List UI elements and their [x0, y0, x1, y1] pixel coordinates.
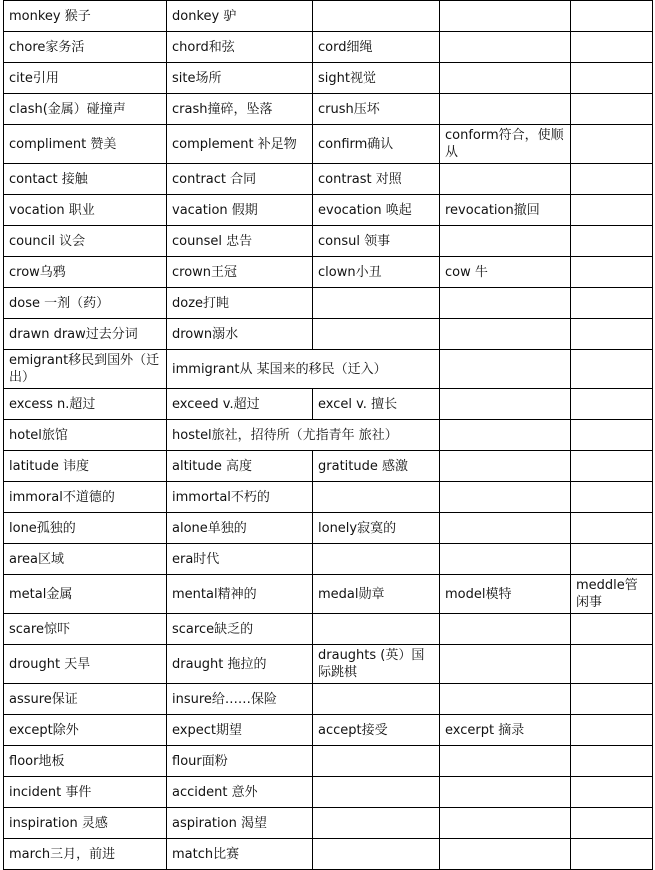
- table-row: [4, 350, 653, 389]
- table-cell: [440, 777, 571, 808]
- table-row: [4, 575, 653, 614]
- table-cell: [440, 513, 571, 544]
- table-row: [4, 257, 653, 288]
- table-cell: [571, 839, 653, 870]
- table-cell: era时代: [167, 544, 313, 575]
- table-cell: draught 拖拉的: [167, 645, 313, 684]
- table-cell: cord细绳: [313, 32, 440, 63]
- table-cell: scarce缺乏的: [167, 614, 313, 645]
- table-cell: [313, 777, 440, 808]
- table-cell: [571, 389, 653, 420]
- table-row: [4, 94, 653, 125]
- table-cell: cow 牛: [440, 257, 571, 288]
- table-cell: [440, 288, 571, 319]
- table-cell: insure给……保险: [167, 684, 313, 715]
- table-cell: [440, 420, 571, 451]
- table-cell: [571, 257, 653, 288]
- table-cell: alone单独的: [167, 513, 313, 544]
- table-cell: monkey 猴子: [4, 1, 167, 32]
- table-cell: [571, 808, 653, 839]
- table-row: [4, 684, 653, 715]
- table-cell: [571, 777, 653, 808]
- table-cell: [571, 125, 653, 164]
- table-cell: cite引用: [4, 63, 167, 94]
- table-cell: contrast 对照: [313, 164, 440, 195]
- table-cell: chore家务活: [4, 32, 167, 63]
- table-cell: altitude 高度: [167, 451, 313, 482]
- table-cell: [571, 288, 653, 319]
- table-cell: drown溺水: [167, 319, 313, 350]
- table-row: [4, 125, 653, 164]
- table-cell: metal金属: [4, 575, 167, 614]
- table-cell: drawn draw过去分词: [4, 319, 167, 350]
- table-cell: scare惊吓: [4, 614, 167, 645]
- table-cell: excerpt 摘录: [440, 715, 571, 746]
- table-row: [4, 420, 653, 451]
- table-cell: hostel旅社，招待所（尤指青年 旅社）: [167, 420, 440, 451]
- table-cell: [440, 482, 571, 513]
- table-cell: [313, 746, 440, 777]
- table-cell: hotel旅馆: [4, 420, 167, 451]
- table-cell: [313, 544, 440, 575]
- table-cell: [571, 544, 653, 575]
- table-cell: exceed v.超过: [167, 389, 313, 420]
- table-row: [4, 808, 653, 839]
- table-cell: draughts (英）国际跳棋: [313, 645, 440, 684]
- table-cell: [440, 63, 571, 94]
- table-row: [4, 451, 653, 482]
- table-cell: meddle管闲事: [571, 575, 653, 614]
- table-cell: inspiration 灵感: [4, 808, 167, 839]
- table-cell: expect期望: [167, 715, 313, 746]
- table-cell: immoral不道德的: [4, 482, 167, 513]
- table-cell: accept接受: [313, 715, 440, 746]
- table-cell: [440, 839, 571, 870]
- table-row: [4, 777, 653, 808]
- table-cell: [571, 319, 653, 350]
- table-cell: [440, 614, 571, 645]
- table-cell: [571, 513, 653, 544]
- table-cell: evocation 唤起: [313, 195, 440, 226]
- table-row: [4, 226, 653, 257]
- table-cell: [440, 94, 571, 125]
- table-cell: dose 一剂（药）: [4, 288, 167, 319]
- table-row: [4, 288, 653, 319]
- table-cell: [313, 684, 440, 715]
- table-cell: clown小丑: [313, 257, 440, 288]
- table-cell: revocation撤回: [440, 195, 571, 226]
- table-cell: latitude 讳度: [4, 451, 167, 482]
- table-cell: vocation 职业: [4, 195, 167, 226]
- table-cell: contact 接触: [4, 164, 167, 195]
- table-cell: [440, 544, 571, 575]
- table-cell: complement 补足物: [167, 125, 313, 164]
- table-cell: doze打盹: [167, 288, 313, 319]
- table-cell: [313, 1, 440, 32]
- table-cell: [440, 645, 571, 684]
- table-cell: lonely寂寞的: [313, 513, 440, 544]
- table-row: [4, 164, 653, 195]
- table-cell: [571, 32, 653, 63]
- table-cell: drought 天旱: [4, 645, 167, 684]
- table-body: [4, 1, 653, 870]
- table-cell: [571, 684, 653, 715]
- table-cell: immortal不朽的: [167, 482, 313, 513]
- table-cell: vacation 假期: [167, 195, 313, 226]
- table-cell: assure保证: [4, 684, 167, 715]
- table-row: [4, 1, 653, 32]
- table-cell: model模特: [440, 575, 571, 614]
- table-cell: [440, 451, 571, 482]
- table-cell: immigrant从 某国来的移民（迁入）: [167, 350, 440, 389]
- table-cell: crush压坏: [313, 94, 440, 125]
- table-cell: [571, 645, 653, 684]
- table-cell: accident 意外: [167, 777, 313, 808]
- table-row: [4, 63, 653, 94]
- table-cell: [440, 1, 571, 32]
- table-cell: [571, 63, 653, 94]
- table-row: [4, 645, 653, 684]
- table-cell: incident 事件: [4, 777, 167, 808]
- table-cell: [440, 164, 571, 195]
- table-cell: [571, 746, 653, 777]
- table-cell: floor地板: [4, 746, 167, 777]
- table-cell: mental精神的: [167, 575, 313, 614]
- table-cell: flour面粉: [167, 746, 313, 777]
- table-cell: site场所: [167, 63, 313, 94]
- table-cell: crown王冠: [167, 257, 313, 288]
- table-cell: [571, 715, 653, 746]
- table-cell: excess n.超过: [4, 389, 167, 420]
- table-row: [4, 544, 653, 575]
- table-cell: [440, 32, 571, 63]
- table-cell: [440, 746, 571, 777]
- table-cell: lone孤独的: [4, 513, 167, 544]
- table-cell: confirm确认: [313, 125, 440, 164]
- table-cell: [440, 389, 571, 420]
- table-cell: emigrant移民到国外（迁出）: [4, 350, 167, 389]
- table-cell: [440, 684, 571, 715]
- table-cell: [440, 226, 571, 257]
- table-row: [4, 389, 653, 420]
- table-cell: [571, 164, 653, 195]
- table-cell: [440, 350, 571, 389]
- table-row: [4, 839, 653, 870]
- table-cell: donkey 驴: [167, 1, 313, 32]
- table-row: [4, 746, 653, 777]
- table-cell: [313, 839, 440, 870]
- table-cell: chord和弦: [167, 32, 313, 63]
- table-row: [4, 319, 653, 350]
- table-cell: area区域: [4, 544, 167, 575]
- table-row: [4, 715, 653, 746]
- table-cell: [571, 482, 653, 513]
- table-cell: contract 合同: [167, 164, 313, 195]
- table-row: [4, 195, 653, 226]
- table-cell: [571, 614, 653, 645]
- table-cell: [313, 808, 440, 839]
- table-row: [4, 513, 653, 544]
- table-row: [4, 482, 653, 513]
- table-cell: medal勋章: [313, 575, 440, 614]
- table-cell: counsel 忠告: [167, 226, 313, 257]
- table-cell: march三月，前进: [4, 839, 167, 870]
- table-cell: council 议会: [4, 226, 167, 257]
- table-cell: match比赛: [167, 839, 313, 870]
- table-cell: [571, 94, 653, 125]
- table-row: [4, 32, 653, 63]
- table-cell: [313, 614, 440, 645]
- table-cell: consul 领事: [313, 226, 440, 257]
- table-cell: [571, 226, 653, 257]
- table-cell: crow乌鸦: [4, 257, 167, 288]
- table-cell: [440, 319, 571, 350]
- table-cell: conform符合，使顺从: [440, 125, 571, 164]
- table-cell: [440, 808, 571, 839]
- table-cell: [313, 288, 440, 319]
- table-cell: [571, 350, 653, 389]
- table-cell: [313, 482, 440, 513]
- table-cell: gratitude 感激: [313, 451, 440, 482]
- table-cell: aspiration 渴望: [167, 808, 313, 839]
- table-cell: sight视觉: [313, 63, 440, 94]
- table-cell: crash撞碎，坠落: [167, 94, 313, 125]
- word-comparison-table: [3, 0, 653, 870]
- table-cell: [571, 451, 653, 482]
- table-cell: compliment 赞美: [4, 125, 167, 164]
- table-cell: excel v. 擅长: [313, 389, 440, 420]
- table-cell: except除外: [4, 715, 167, 746]
- table-cell: [313, 319, 440, 350]
- table-row: [4, 614, 653, 645]
- table-cell: clash(金属）碰撞声: [4, 94, 167, 125]
- table-cell: [571, 1, 653, 32]
- table-cell: [571, 195, 653, 226]
- table-cell: [571, 420, 653, 451]
